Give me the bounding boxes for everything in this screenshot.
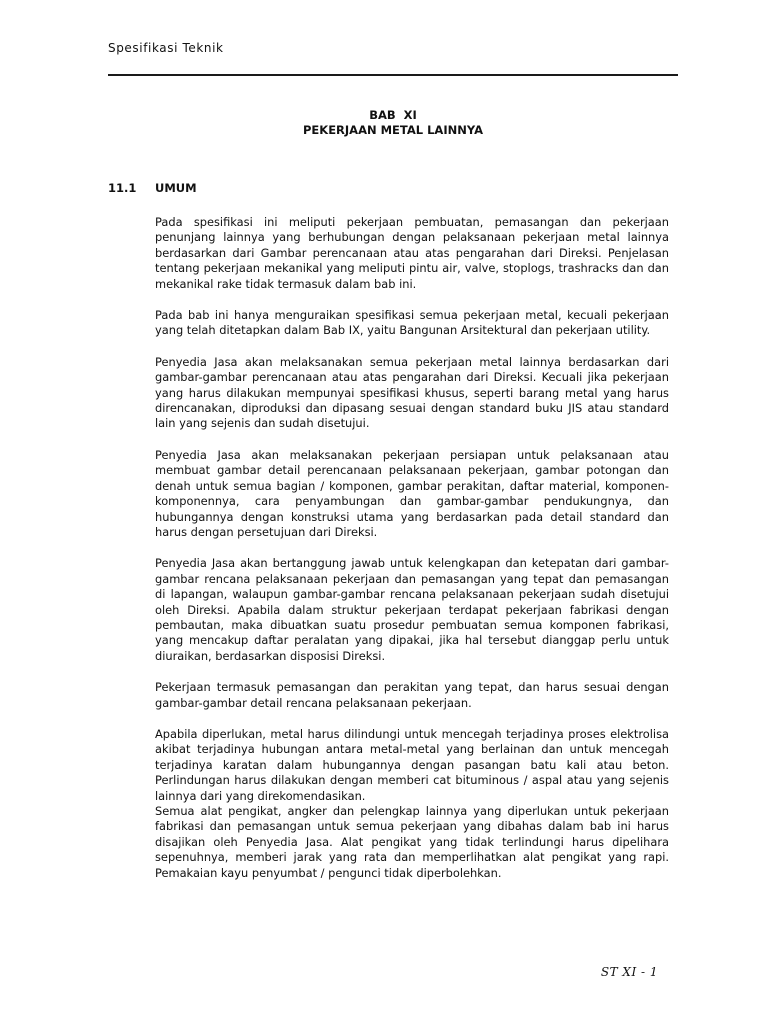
chapter-heading (108, 108, 678, 138)
paragraph: Pada spesifikasi ini meliputi pekerjaan pembuatan, pemasangan dan pekerjaan penunjang lainnya yang berhubungan dengan pelaksanaan pekerjaan metal lainnya berdasarkan dari Gambar perencanaan atau atas pengarahan dari Direksi. Penjelasan tentang pekerjaan mekanikal yang meliputi pintu air, valve, stoplogs, trashracks dan dan mekanikal rake tidak termasuk dalam bab ini. (155, 215, 669, 291)
header-title: Spesifikasi Teknik (108, 41, 224, 55)
paragraph: Semua alat pengikat, angker dan pelengkap lainnya yang diperlukan untuk pekerjaan fabrikasi dan pemasangan untuk semua pekerjaan yang dibahas dalam bab ini harus disajikan oleh Penyedia Jasa. Alat pengikat yang tidak terlindungi harus dipelihara sepenuhnya, memberi jarak yang rata dan memperlihatkan alat pengikat yang rapi. Pemakaian kayu penyumbat / pengunci tidak diperbolehkan. (155, 804, 669, 880)
paragraph: Pekerjaan termasuk pemasangan dan perakitan yang tepat, dan harus sesuai dengan gambar-gambar detail rencana pelaksanaan pekerjaan. (155, 680, 669, 710)
paragraph: Penyedia Jasa akan bertanggung jawab untuk kelengkapan dan ketepatan dari gambar-gambar rencana pelaksanaan pekerjaan dan pemasangan yang tepat dan pemasangan di lapangan, walaupun gambar-gambar rencana pelaksanaan pekerjaan sudah disetujui oleh Direksi. Apabila dalam struktur pekerjaan terdapat pekerjaan fabrikasi dengan pembautan, maka dibuatkan suatu prosedur pembuatan semua komponen fabrikasi, yang mencakup daftar peralatan yang dipakai, jika hal tersebut dianggap perlu untuk diuraikan, berdasarkan disposisi Direksi. (155, 556, 669, 663)
section-body (155, 215, 669, 881)
header-divider (108, 74, 678, 76)
section-number: 11.1 (108, 181, 137, 195)
section-title: UMUM (155, 181, 197, 195)
chapter-title: PEKERJAAN METAL LAINNYA (303, 123, 483, 137)
paragraph: Pada bab ini hanya menguraikan spesifikasi semua pekerjaan metal, kecuali pekerjaan yang telah ditetapkan dalam Bab IX, yaitu Bangunan Arsitektural dan pekerjaan utility. (155, 308, 669, 338)
paragraph: Apabila diperlukan, metal harus dilindungi untuk mencegah terjadinya proses elektrolisa akibat terjadinya hubungan antara metal-metal yang berlainan dan untuk mencegah terjadinya karatan dalam hubungannya dengan pasangan batu kali atau beton. Perlindungan harus dilakukan dengan memberi cat bituminous / aspal atau yang sejenis lainnya dari yang direkomendasikan. (155, 726, 669, 803)
chapter-number: BAB XI (369, 108, 417, 122)
paragraph: Penyedia Jasa akan melaksanakan semua pekerjaan metal lainnya berdasarkan dari gambar-gambar perencanaan atau atas pengarahan dari Direksi. Kecuali jika pekerjaan yang harus dilakukan mempunyai spesifikasi khusus, seperti barang metal yang harus direncanakan, diproduksi dan dipasang sesuai dengan standard buku JIS atau standard lain yang sejenis dan sudah disetujui. (155, 354, 669, 431)
section-heading (108, 181, 197, 195)
paragraph: Penyedia Jasa akan melaksanakan pekerjaan persiapan untuk pelaksanaan atau membuat gambar detail perencanaan pelaksanaan pekerjaan, gambar potongan dan denah untuk semua bagian / komponen, gambar perakitan, daftar material, komponen-komponennya, cara penyambungan dan gambar-gambar pendukungnya, dan hubungannya dengan konstruksi utama yang berdasarkan pada detail standard dan harus dengan persetujuan dari Direksi. (155, 447, 669, 539)
page-number: ST XI - 1 (600, 965, 658, 979)
